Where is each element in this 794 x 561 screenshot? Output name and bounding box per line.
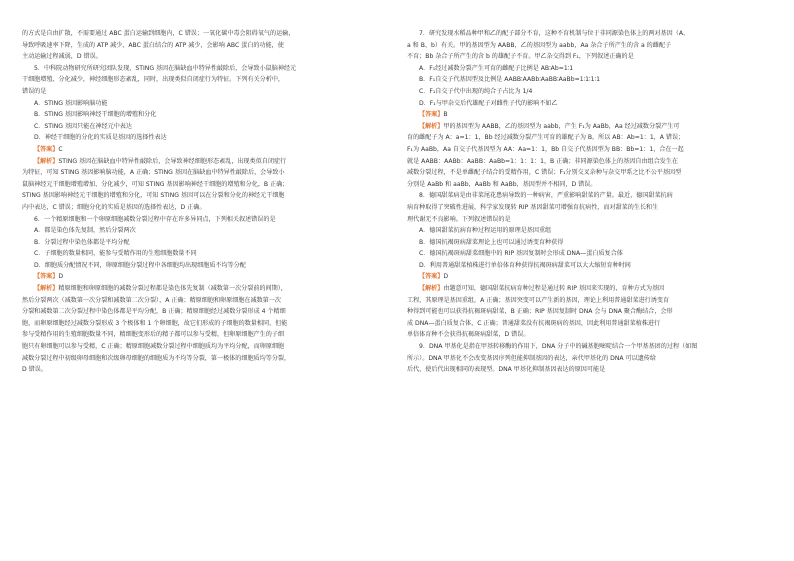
option-d: D．利用普通甜菜植株进行单倍体育种获得抗褐斑病甜菜可以大大缩短育种时间: [419, 261, 631, 269]
question-stem: 后代，使后代出现相同的表现型。DNA 甲基化抑制基因表达的原因可能是: [407, 366, 606, 374]
question-stem: a 和 B、b）有关。甲的基因型为 AABB，乙的基因型为 aabb，Aa 杂合子所产生的含 a 的雌配子: [407, 41, 672, 49]
option-a: A．都是染色体先复制，然后分裂两次: [34, 227, 136, 235]
analysis-text: 由题意可知，德国甜菜抗病育种过程是通过转 RIP 基因来实现的，育种方式为基因: [443, 285, 665, 293]
answer-value: C: [58, 145, 63, 153]
answer-line: [407, 271, 769, 283]
question-stem: 错误的是: [22, 87, 47, 95]
question-stem: 不育；Bb 杂合子所产生的含 b 的雄配子不育。甲乙杂交得到 F₁，下列叙述正确的是: [407, 53, 634, 61]
answer-line: [407, 109, 769, 121]
question-stem: 6．一个精原细胞和一个卵原细胞减数分裂过程中存在许多异同点，下列相关叙述错误的是: [34, 215, 276, 223]
question-stem: 理代谢无不良影响。下列叙述错误的是: [407, 215, 511, 223]
analysis-text: STING 基因在脑缺血中特异性敲除后，会导致神经细胞形态紊乱，出现类似自闭症行: [58, 157, 287, 165]
analysis-line: 参与受精作用的生殖细胞数量不同，精细胞变形后的精子都可以参与受精，但卵原细胞产生的子细: [22, 331, 285, 339]
analysis-tag: 【解析】: [419, 285, 444, 293]
answer-tag: 【答案】: [419, 111, 444, 119]
analysis-line: 育的雌配子为 A：a=1：1，Bb 经过减数分裂产生可育的雄配子为 B，所以 AB：Ab=1：1，A 错误；: [407, 134, 685, 142]
question-stem: 5．中科院动物研究所研究团队发现，STING 基因在脑缺血中特异性敲除后，会导致小鼠脑神经元: [34, 64, 297, 72]
option-c: C．F₁自交子代中出现的纯合子占比为 1/4: [419, 87, 533, 95]
analysis-line: [407, 283, 769, 295]
analysis-line: 种得到可能也可以获得抗褐斑病甜菜，B 正确；RIP 基因复制时 DNA 会与 DNA 聚合酶结合，会形: [407, 308, 673, 316]
text-line: 导致呼吸速率下降，生成的 ATP 减少，ABC 蛋白结合的 ATP 减少，会影响 ABC 蛋白的功能，使: [22, 41, 284, 49]
option-b: B．分裂过程中染色体都是平均分配: [34, 238, 130, 246]
option-a: A．STING 基因影响脑功能: [34, 99, 108, 107]
analysis-line: 内中表达，C 错误；细胞分化的实质是基因的选择性表达，D 正确。: [22, 203, 206, 211]
option-a: A．德国甜菜抗病育种过程运用的原理是基因重组: [419, 227, 552, 235]
analysis-line: F₁为 AaBb，Aa 自交子代基因型为 AA：Aa=1：1，Bb 自交子代基因型为 BB：Bb=1：1，合在一起: [407, 145, 684, 153]
analysis-line: 单倍体育种不会获得抗褐斑病甜菜，D 错误。: [407, 331, 530, 339]
option-b: B．德国抗褐斑病甜菜理论上也可以通过诱变育种获得: [419, 238, 564, 246]
option-c: C．子细胞的数量相同，能参与受精作用的生殖细胞数量不同: [34, 250, 197, 258]
answer-tag: 【答案】: [419, 273, 444, 281]
analysis-line: 分别是 AaBb 和 aaBb，AaBb 和 AaBb，基因型并不相同，D 错误。: [407, 180, 597, 188]
question-6: [22, 214, 380, 376]
answer-line: [22, 144, 380, 156]
text-line: 主动运输过程减弱，D 错误。: [22, 53, 102, 61]
analysis-line: 减数分裂过程中初级卵母细胞和次级卵母细胞的细胞质为不均等分裂，第一极体的细胞质均等分裂，: [22, 354, 291, 362]
option-b: B．F₁自交子代基因型及比例是 AABB∶AABb∶AaBB∶AaBb=1∶1∶1∶1: [419, 76, 600, 84]
question-stem: 病育种取得了突破性进展，科学家发现转 RIP 基因甜菜可增强育抗病性，而对甜菜的生长和生: [407, 203, 659, 211]
analysis-line: 为特征，可知 STING 基因影响脑功能，A 正确；STING 基因在脑缺血中特异性敲除后，会导致小: [22, 169, 285, 177]
question-stem: 9．DNA 甲基化是指在甲基转移酶的作用下，DNA 分子中的碱基胞嘧啶结合一个甲基基团的过程（如图: [419, 343, 698, 351]
analysis-line: [407, 121, 769, 133]
analysis-text: 甲的基因型为 AABB，乙的基因型为 aabb，产生 F₁为 AaBb，Aa 经过减数分裂产生可: [443, 122, 680, 130]
analysis-line: 然后分裂两次（减数第一次分裂和减数第二次分裂），A 正确；精原细胞和卵原细胞在减数第一次: [22, 296, 281, 304]
option-d: D．F₁与甲杂交后代雄配子对雌性子代的影响不如乙: [419, 99, 558, 107]
analysis-line: 就是 AABB：AABb：AaBB：AaBb=1：1：1：1，B 正确；非同源染色体上的基因自由组合发生在: [407, 157, 679, 165]
analysis-line: 鼠脑神经元干细胞增殖增加、分化减少，可知 STING 基因影响神经干细胞的增殖和分化，B 正确；: [22, 180, 289, 188]
analysis-line: [22, 283, 380, 295]
analysis-tag: 【解析】: [34, 285, 59, 293]
analysis-tag: 【解析】: [419, 122, 444, 130]
question-8: [407, 190, 769, 341]
answer-value: B: [443, 111, 448, 119]
question-stem: 8．德国甜菜病是由非菜尾花患病导致的一种病害，严重影响甜菜的产量。最近，德国甜菜抗病: [419, 192, 673, 200]
question-9: [407, 341, 769, 376]
analysis-text: 精原细胞和卵原细胞的减数分裂过程都是染色体先复制（减数第一次分裂前的间期），: [58, 285, 287, 293]
analysis-line: 成 DNA—蛋白质复合体，C 正确；普通甜菜没有抗褐斑病的基因，因此利用普通甜菜植株进行: [407, 319, 661, 327]
analysis-line: 胞只有卵细胞可以参与受精，C 正确；精原细胞减数分裂过程中细胞质均为平均分配，而卵原细胞: [22, 343, 285, 351]
question-7: [407, 28, 769, 190]
analysis-line: 分裂和减数第二次分裂过程中染色体都是平均分配，B 正确；精原细胞经过减数分裂形成 4 个精细: [22, 308, 286, 316]
option-c: C．德国抗褐斑病甜菜细胞中的 RIP 基因复制时会形成 DNA—蛋白质复合体: [419, 250, 623, 258]
answer-value: D: [443, 273, 449, 281]
question-stem: 所示）。DNA 甲基化不会改变基因序列但能抑制基因的表达，亲代甲基化的 DNA 可以遗传给: [407, 354, 656, 362]
answer-tag: 【答案】: [34, 145, 59, 153]
analysis-line: STING 基因影响神经元干细胞的增殖和分化，可知 STING 基因可以在分裂和分化的神经元干细胞: [22, 192, 285, 200]
analysis-tag: 【解析】: [34, 157, 59, 165]
analysis-line: D 错误。: [22, 366, 47, 374]
answer-value: D: [58, 273, 64, 281]
question-5: [22, 63, 380, 214]
right-column: [407, 28, 769, 376]
option-b: B．STING 基因影响神经干细胞的增殖和分化: [34, 111, 157, 119]
option-d: D．细胞质分配情况不同，卵原细胞分裂过程中各细胞均出现细胞质不均等分配: [34, 261, 246, 269]
analysis-line: 减数分裂过程，不是单雌配子结合的受精作用，C 错误；F₁分别交叉杂种与杂交甲系之比不公平基因型: [407, 169, 682, 177]
text-line: 的方式是自由扩散，不需要通过 ABC 蛋白运输到细胞内，C 错误；一氧化碳中毒会阻碍氧气的运输，: [22, 30, 295, 37]
analysis-line: 工程，其原理是基因重组，A 正确；基因突变可以产生新的基因，理论上利用普通甜菜进行诱变育: [407, 296, 670, 304]
option-c: C．STING 基因只能在神经元中表达: [34, 122, 132, 130]
left-column: [22, 28, 380, 376]
option-a: A．F₁经过减数分裂产生可育的雌配子比例是 AB∶Ab=1∶1: [419, 64, 574, 72]
answer-tag: 【答案】: [34, 273, 59, 281]
option-d: D．神经干细胞的分化的实质是基因的选择性表达: [34, 134, 167, 142]
analysis-line: 胞，而卵原细胞经过减数分裂形成 3 个极体和 1 个卵细胞，故它们形成的子细胞的数量相同，但能: [22, 319, 288, 327]
question-stem: 干细胞增殖、分化减少，神经细胞形态紊乱，同时，出现类似自闭症行为特征。下列有关分析中，: [22, 76, 285, 84]
answer-line: [22, 271, 380, 283]
question-stem: 7．研究发现水稻品种甲和乙的配子部分不育，这种不育机制与位于非同源染色体上的两对基因（A、: [419, 30, 690, 37]
analysis-line: [22, 156, 380, 168]
